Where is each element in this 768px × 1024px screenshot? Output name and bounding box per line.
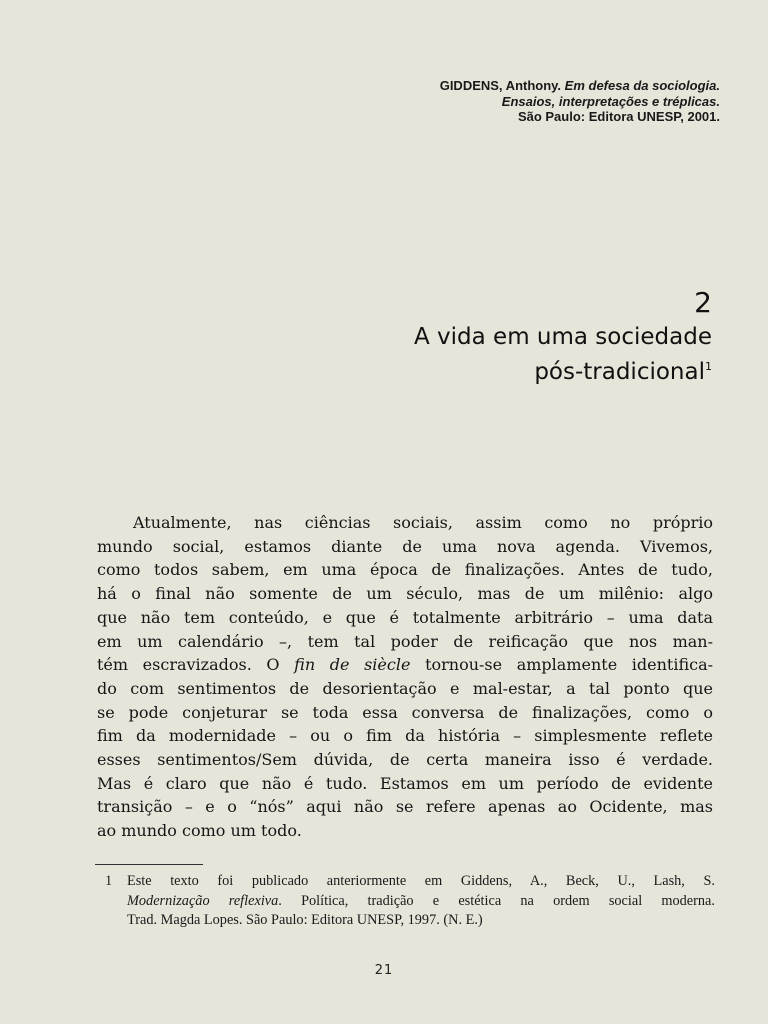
citation-title: Em defesa da sociologia.: [564, 78, 720, 93]
footnote-line: Trad. Magda Lopes. São Paulo: Editora UNESP, 1997. (N. E.): [127, 912, 483, 928]
body-line: fim da modernidade – ou o fim da história – simplesmente reflete: [97, 726, 713, 746]
footnote-text: [127, 872, 715, 931]
body-line: ao mundo como um todo.: [97, 821, 302, 841]
body-text-segment: tém escravizados. O: [97, 655, 280, 675]
citation-subtitle: Ensaios, interpretações e tréplicas.: [501, 93, 720, 109]
citation-publisher: São Paulo: Editora UNESP, 2001.: [517, 109, 720, 124]
body-line: em um calendário –, tem tal poder de reificação que nos man-: [97, 631, 713, 651]
body-line: esses sentimentos/Sem dúvida, de certa maneira isso é verdade.: [97, 750, 713, 770]
body-line: Mas é claro que não é tudo. Estamos em um período de evidente: [97, 773, 713, 793]
footnote-reference: 1: [705, 360, 712, 373]
citation-line-1: [440, 78, 720, 94]
chapter-number: 2: [694, 286, 712, 319]
body-text-segment: tornou-se amplamente identifica-: [425, 655, 714, 675]
page-number: 21: [374, 963, 394, 978]
body-line-mixed: [97, 653, 713, 677]
body-line: se pode conjeturar se toda essa conversa de finalizações, como o: [97, 702, 713, 722]
footnote-divider: [95, 864, 203, 865]
chapter-title: [414, 322, 712, 387]
body-paragraph: [97, 511, 713, 843]
footnote-line: [127, 892, 715, 912]
body-line: transição – e o “nós” aqui não se refere apenas ao Ocidente, mas: [97, 797, 713, 817]
body-line: como todos sabem, em uma época de finalizações. Antes de tudo,: [97, 560, 713, 580]
chapter-title-line-2: [414, 352, 712, 387]
bibliographic-citation: [440, 78, 720, 125]
footnote: [105, 872, 715, 931]
italic-phrase: fin de siècle: [294, 655, 411, 675]
footnote-italic-title: Modernização reflexiva: [127, 892, 279, 909]
citation-author: GIDDENS, Anthony.: [439, 78, 562, 93]
body-line: que não tem conteúdo, e que é totalmente arbitrário – uma data: [97, 607, 713, 627]
footnote-number: 1: [105, 873, 113, 889]
body-line: mundo social, estamos diante de uma nova agenda. Vivemos,: [97, 536, 713, 556]
footnote-line: Este texto foi publicado anteriormente em Giddens, A., Beck, U., Lash, S.: [127, 873, 715, 889]
footnote-line-rest: . Política, tradição e estética na ordem social moderna.: [278, 892, 715, 909]
body-line: há o final não somente de um século, mas de um milênio: algo: [97, 584, 713, 604]
body-line: do com sentimentos de desorientação e mal-estar, a tal ponto que: [97, 678, 713, 698]
chapter-title-line-1: A vida em uma sociedade: [414, 324, 712, 350]
body-line: Atualmente, nas ciências sociais, assim como no próprio: [133, 513, 713, 532]
chapter-title-text-2: pós-tradicional: [534, 359, 705, 385]
